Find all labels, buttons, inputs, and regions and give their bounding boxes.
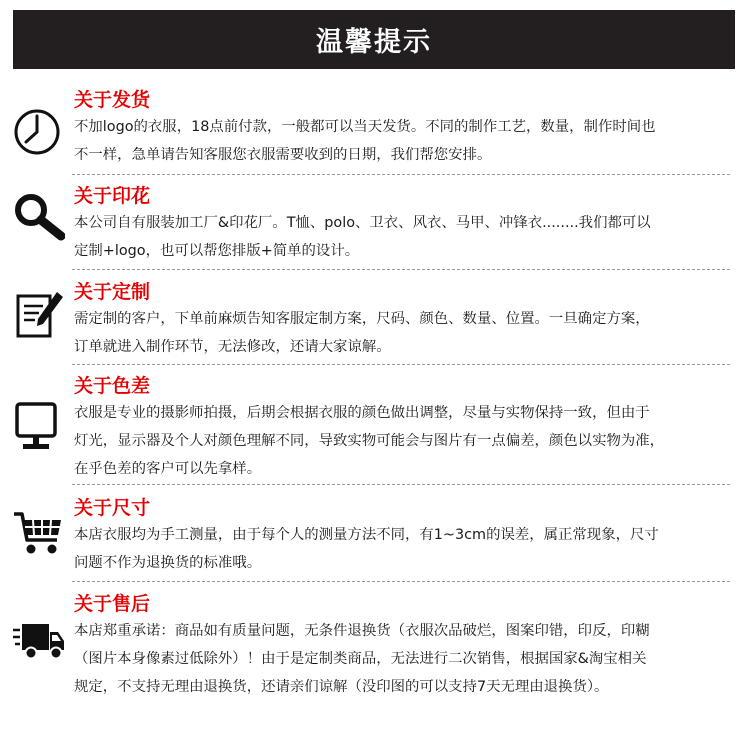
section-text-line: 不加logo的衣服，18点前付款，一般都可以当天发货。不同的制作工艺，数量，制作时间也 [74, 119, 656, 135]
divider [72, 484, 730, 485]
section-body [74, 305, 734, 361]
section-text-line: 本店衣服均为手工测量，由于每个人的测量方法不同，有1~3cm的误差，属正常现象，尺寸 [74, 527, 659, 543]
section-title: 关于印花 [74, 185, 151, 207]
section-body [74, 209, 734, 265]
section-title: 关于尺寸 [74, 497, 151, 519]
section-text-line: 灯光，显示器及个人对颜色理解不同，导致实物可能会与图片有一点偏差，颜色以实物为准， [74, 433, 665, 449]
magnifier-icon [13, 192, 65, 244]
section-text-line: 在乎色差的客户可以先拿样。 [74, 461, 262, 477]
section-body [74, 113, 734, 169]
delivery-truck-icon [13, 618, 65, 670]
section-text-line: 本公司自有服装加工厂&印花厂。T恤、polo、卫衣、风衣、马甲、冲锋衣........我们都可以 [74, 215, 651, 231]
section-title: 关于色差 [74, 375, 151, 397]
section-title: 关于售后 [74, 593, 151, 615]
section-text-line: 需定制的客户，下单前麻烦告知客服定制方案，尺码、颜色、数量、位置。一旦确定方案， [74, 311, 650, 327]
section-title: 关于定制 [74, 281, 151, 303]
shopping-cart-icon [13, 508, 65, 560]
section-text-line: 本店郑重承诺：商品如有质量问题，无条件退换货（衣服次品破烂，图案印错，印反，印糊 [74, 623, 650, 639]
section-title: 关于发货 [74, 89, 151, 111]
section-text-line: 定制+logo，也可以帮您排版+简单的设计。 [74, 243, 360, 259]
divider [72, 174, 730, 175]
section-text-line: 衣服是专业的摄影师拍摄，后期会根据衣服的颜色做出调整，尽量与实物保持一致，但由于 [74, 405, 650, 421]
section-text-line: 问题不作为退换货的标准哦。 [74, 555, 262, 571]
clock-icon [13, 108, 65, 160]
page-title-banner [13, 10, 735, 69]
divider [72, 269, 730, 270]
page-title: 温馨提示 [316, 27, 432, 58]
section-text-line: 规定，不支持无理由退换货，还请亲们谅解（没印图的可以支持7天无理由退换货）。 [74, 679, 609, 695]
section-text-line: 不一样，急单请告知客服您衣服需要收到的日期，我们帮您安排。 [74, 147, 492, 163]
section-body [74, 521, 734, 577]
section-body [74, 617, 734, 701]
section-text-line: 订单就进入制作环节，无法修改，还请大家谅解。 [74, 339, 391, 355]
divider [72, 364, 730, 365]
section-body [74, 399, 734, 483]
document-pen-icon [13, 290, 65, 342]
monitor-icon [13, 402, 65, 454]
section-text-line: （图片本身像素过低除外）！由于是定制类商品，无法进行二次销售，根据国家&淘宝相关 [74, 651, 647, 667]
divider [72, 581, 730, 582]
